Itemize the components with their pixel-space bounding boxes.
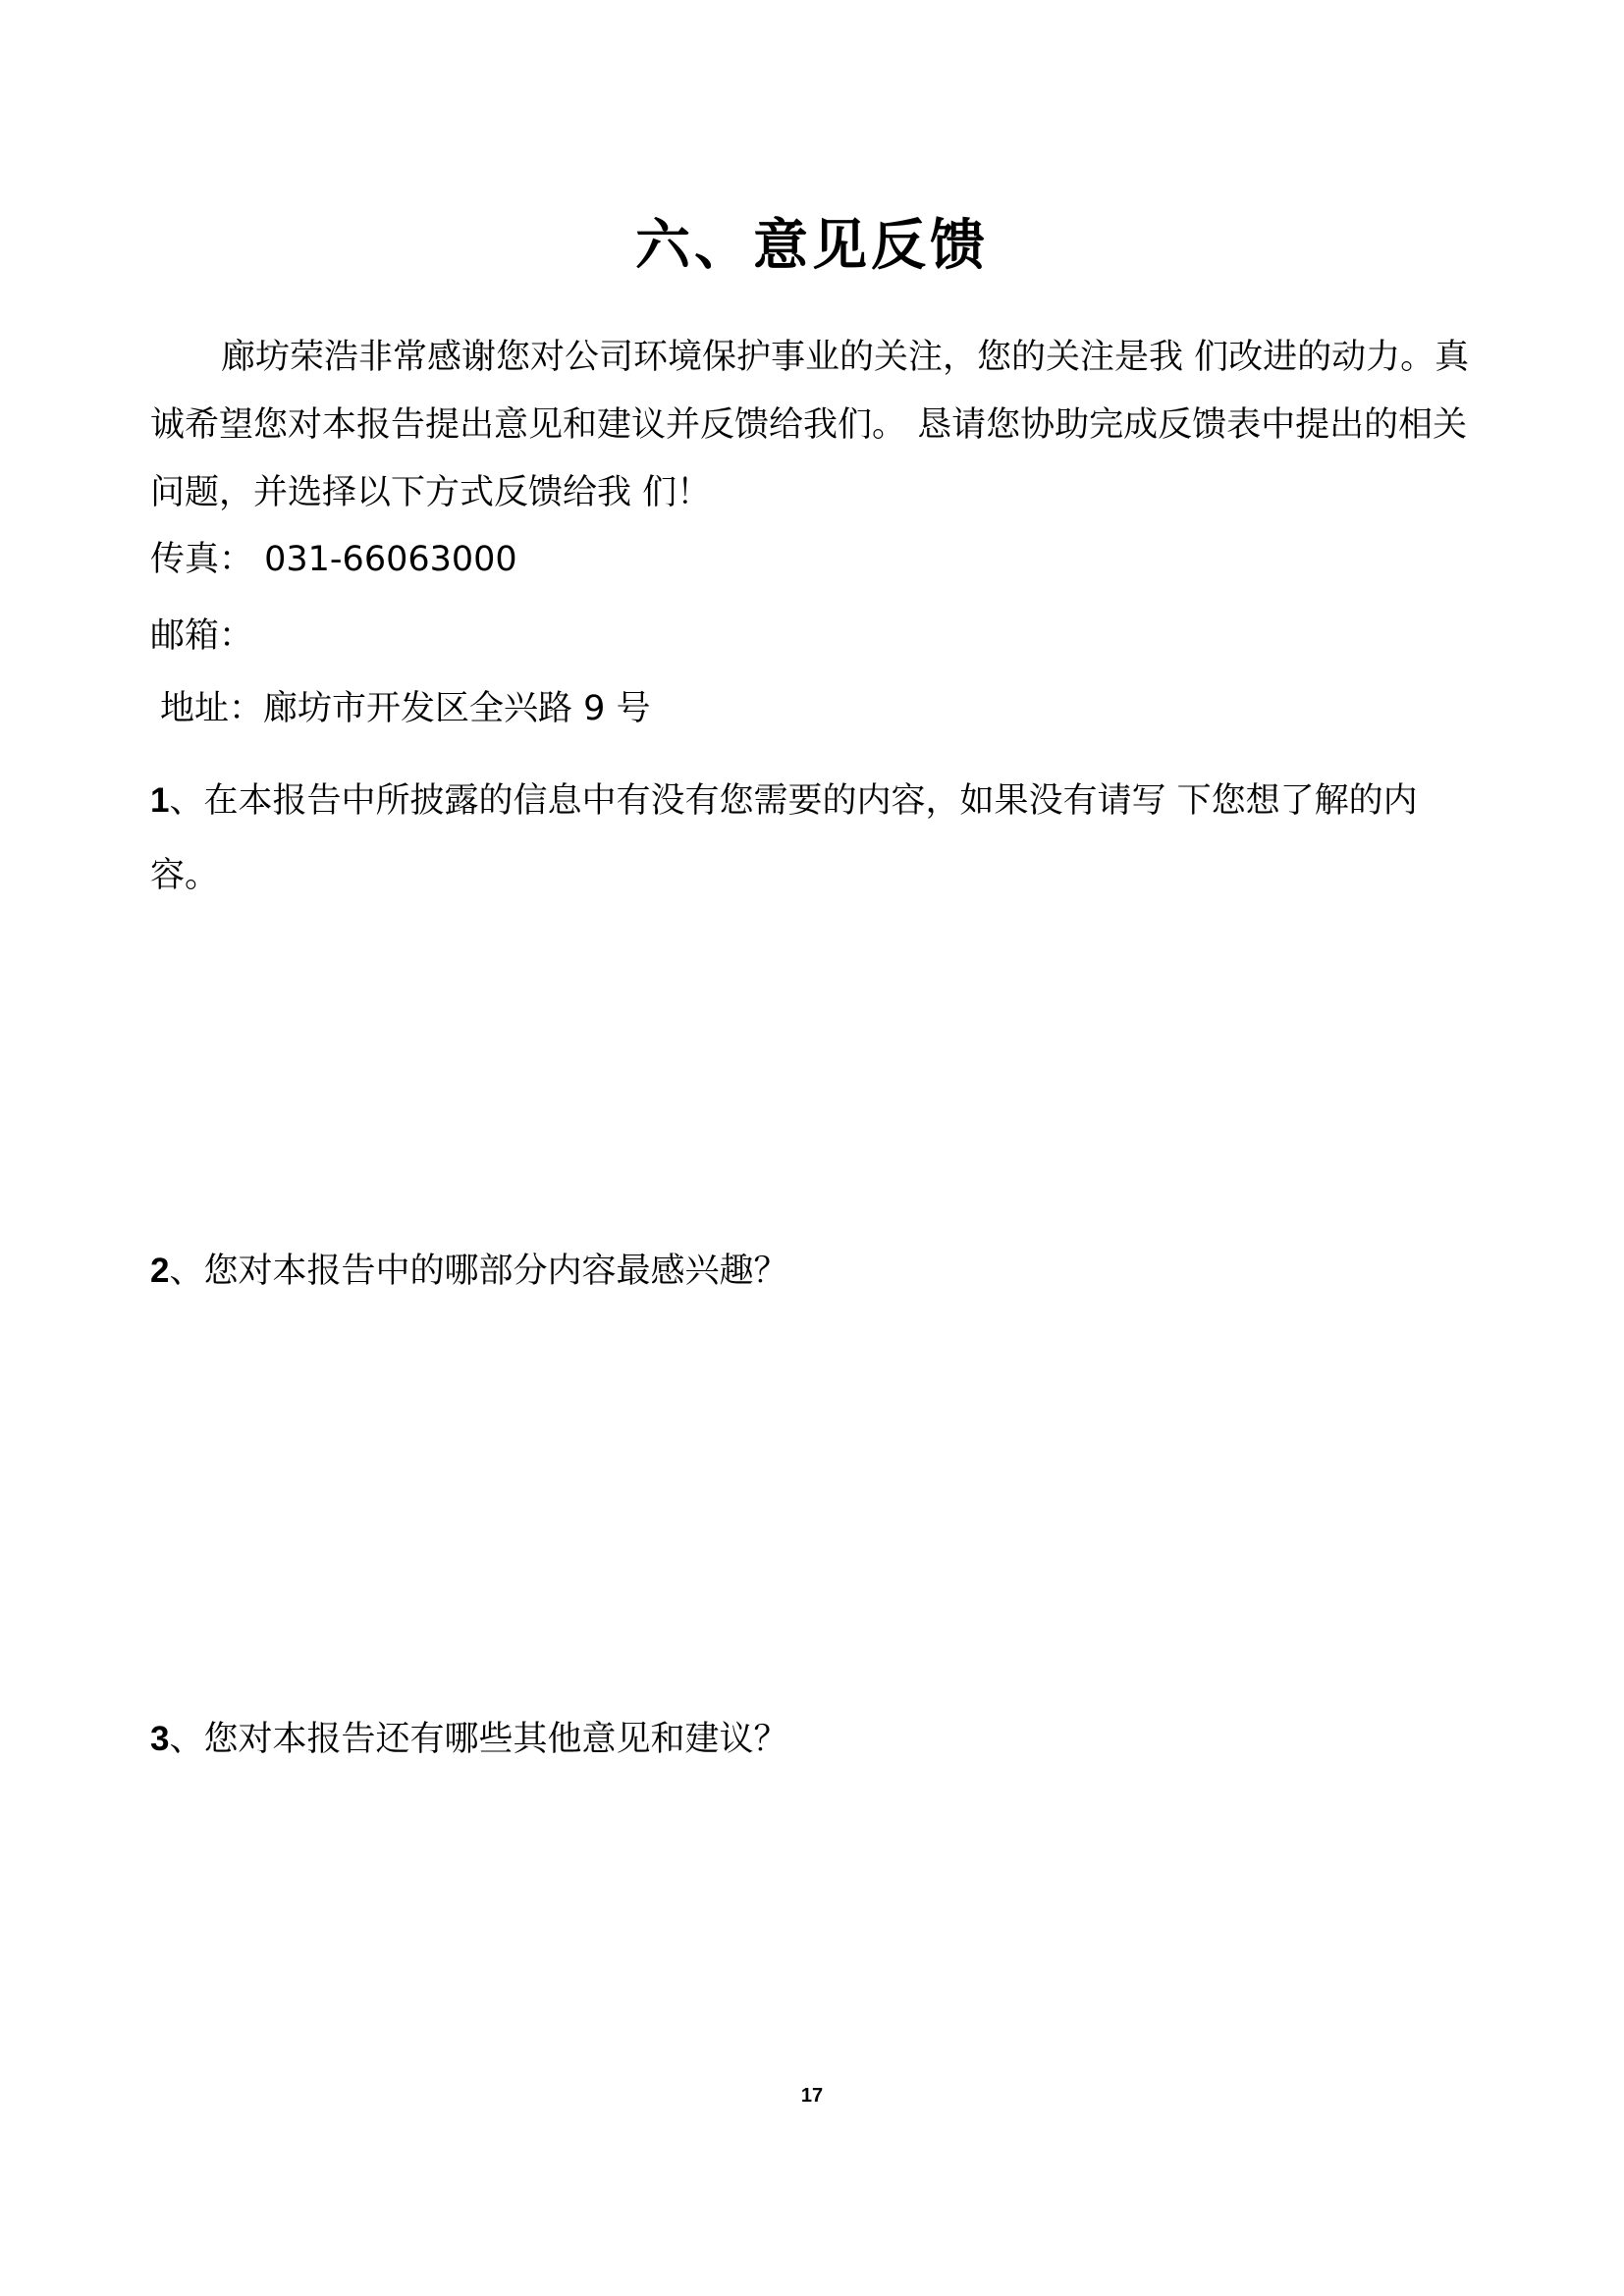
intro-paragraph: 廊坊荣浩非常感谢您对公司环境保护事业的关注，您的关注是我 们改进的动力。真诚希望您对本报告提出意见和建议并反馈给我们。 恳请您协助完成反馈表中提出的相关问题，并选择以下方式反馈给我 们！ [150, 338, 1470, 512]
question-number: 3 [150, 1720, 170, 1758]
question-number: 2 [150, 1252, 170, 1290]
address-line: 地址：廊坊市开发区全兴路 9 号 [160, 689, 651, 728]
question-text: 、您对本报告还有哪些其他意见和建议？ [169, 1720, 788, 1759]
question-1 [150, 764, 1486, 913]
fax-line: 传真： 031-66063000 [150, 540, 517, 579]
question-2 [150, 1247, 1486, 1296]
section-title: 六、意见反馈 [635, 213, 989, 278]
question-text: 、您对本报告中的哪部分内容最感兴趣？ [169, 1252, 788, 1291]
page-number: 17 [800, 2085, 824, 2107]
email-line: 邮箱： [150, 616, 254, 656]
question-text: 、在本报告中所披露的信息中有没有您需要的内容，如果没有请写 下您想了解的内容。 [150, 781, 1418, 895]
question-number: 1 [150, 781, 170, 820]
question-3 [150, 1715, 1486, 1764]
